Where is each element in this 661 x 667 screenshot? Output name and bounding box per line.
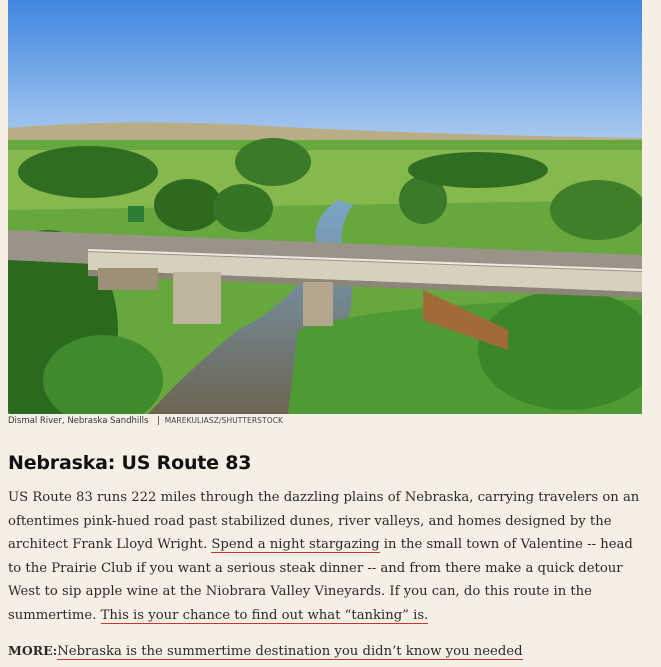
photo-credit: MAREKULIASZ/SHUTTERSTOCK [164,416,284,425]
caption-text: Dismal River, Nebraska Sandhills [8,416,149,426]
tanking-link[interactable]: This is your chance to find out what “tanking” is. [100,607,429,623]
paragraph-text-2: in the small town of Valentine -- head to the Prairie Club if you want a serious steak dinner -- and from there make a quick detour West to sip apple wine at the Niobrara Valley Vineyards. If you can, do this route in the summertime. [8,537,633,623]
more-line [8,641,648,662]
paragraph-text-1: US Route 83 runs 222 miles through the dazzling plains of Nebraska, carrying travelers on an oftentimes pink-hued road past stabilized dunes, river valleys, and homes designed by the architect Frank Lloyd Wright. [8,490,640,552]
article-paragraph [8,486,644,627]
section-heading: Nebraska: US Route 83 [8,452,252,474]
hero-photo [8,0,642,414]
caption-separator: | [157,416,160,426]
landscape-illustration [8,0,642,414]
photo-caption [8,416,648,426]
stargazing-link[interactable]: Spend a night stargazing [211,537,380,552]
summertime-destination-link[interactable]: Nebraska is the summertime destination you didn’t know you needed [57,644,523,659]
more-label: MORE: [8,643,58,658]
